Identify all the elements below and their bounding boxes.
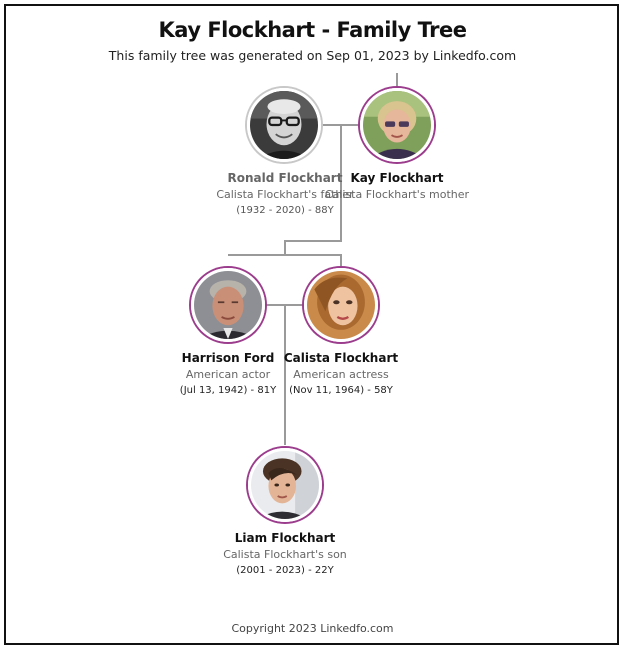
parents-to-children-line (284, 240, 342, 242)
ronald-flockhart-photo (250, 91, 318, 159)
calista-flockhart-photo (307, 271, 375, 339)
children-drop-line (284, 241, 286, 255)
calista-flockhart-description: American actress (293, 368, 389, 381)
harrison-ford-name[interactable]: Harrison Ford (181, 351, 275, 365)
kay-flockhart-avatar[interactable] (360, 88, 434, 162)
ronald-flockhart-description: Calista Flockhart's father (216, 188, 354, 201)
harrison-ford-dates: (Jul 13, 1942) - 81Y (179, 385, 277, 396)
calista-stub-line (340, 254, 342, 266)
ronald-flockhart-avatar[interactable] (247, 88, 321, 162)
liam-flockhart-avatar[interactable] (248, 448, 322, 522)
kay-flockhart-name[interactable]: Kay Flockhart (350, 171, 444, 185)
liam-flockhart-photo (251, 451, 319, 519)
kay-stub-line (396, 73, 398, 87)
ronald-flockhart-name[interactable]: Ronald Flockhart (227, 171, 343, 185)
harrison-ford-photo (194, 271, 262, 339)
copyright-footer: Copyright 2023 Linkedfo.com (231, 622, 394, 635)
kay-flockhart-description: Calista Flockhart's mother (324, 188, 470, 201)
liam-flockhart-dates: (2001 - 2023) - 22Y (236, 565, 334, 576)
page-subtitle: This family tree was generated on Sep 01, 2023 by Linkedfo.com (108, 48, 517, 63)
calista-flockhart-name[interactable]: Calista Flockhart (283, 351, 399, 365)
sibling-bar-line (228, 254, 342, 256)
calista-flockhart-avatar[interactable] (304, 268, 378, 342)
ronald-flockhart-dates: (1932 - 2020) - 88Y (236, 205, 334, 216)
harrison-ford-description: American actor (185, 368, 271, 381)
liam-flockhart-description: Calista Flockhart's son (223, 548, 347, 561)
page-title: Kay Flockhart - Family Tree (158, 18, 467, 42)
liam-flockhart-name[interactable]: Liam Flockhart (234, 531, 336, 545)
calista-flockhart-dates: (Nov 11, 1964) - 58Y (289, 385, 393, 396)
kay-flockhart-photo (363, 91, 431, 159)
harrison-ford-avatar[interactable] (191, 268, 265, 342)
